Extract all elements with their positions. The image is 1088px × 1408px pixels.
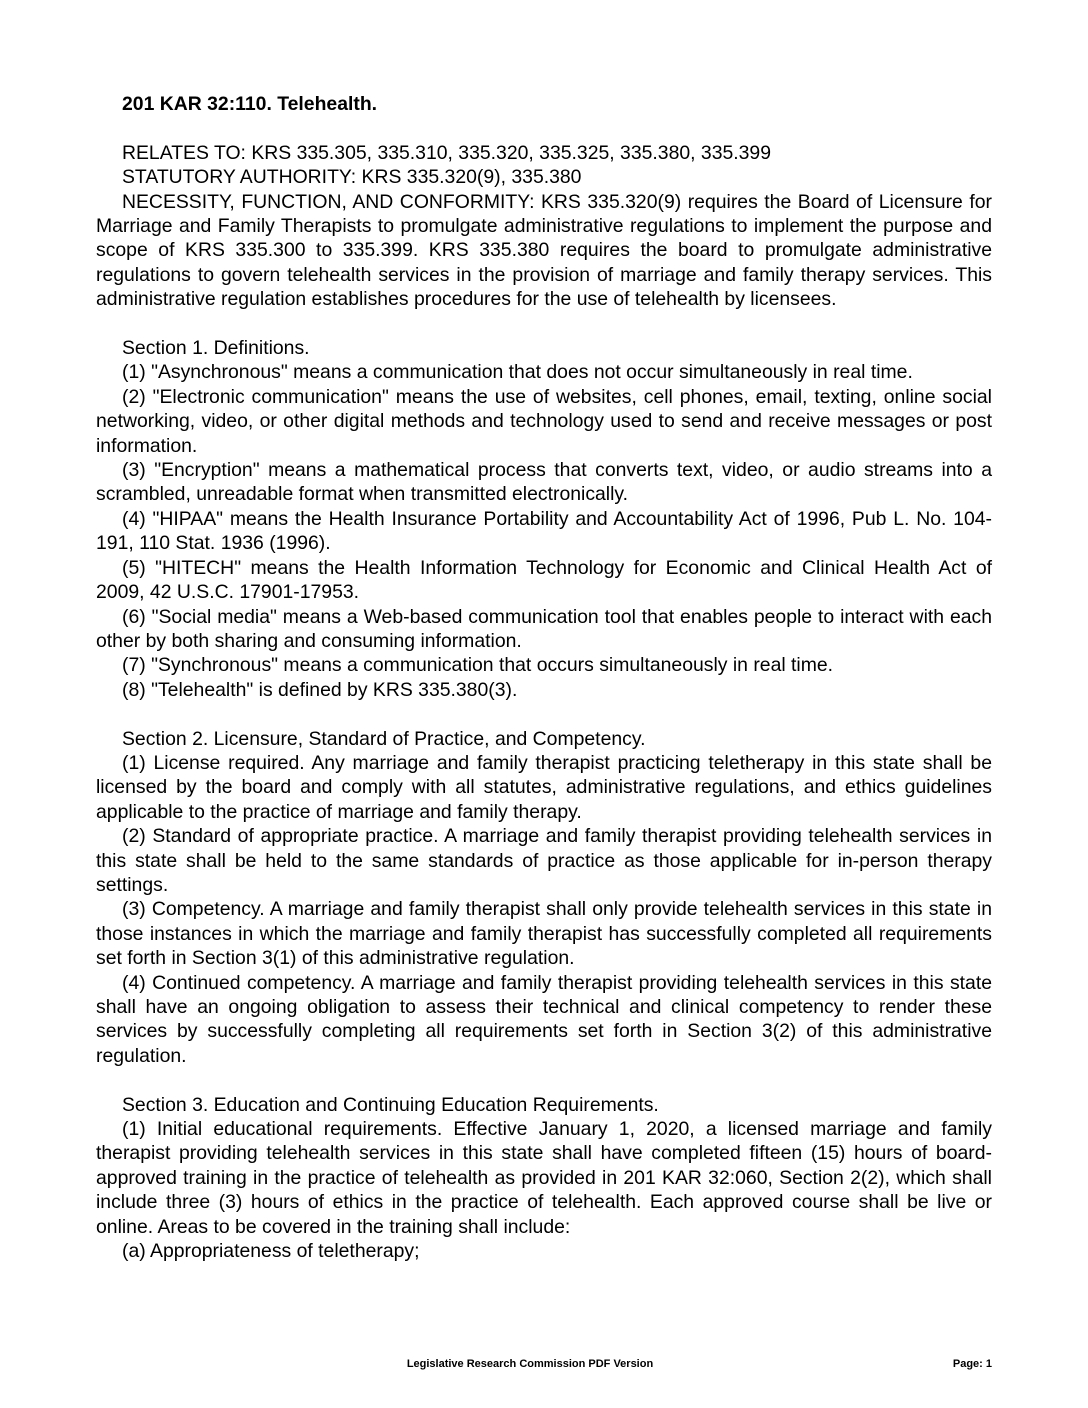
definition-item: (6) "Social media" means a Web-based communication tool that enables people to interact with each other by both sharing and consuming information. <box>96 605 992 652</box>
spacer <box>96 1068 992 1092</box>
footer-source: Legislative Research Commission PDF Version <box>406 1358 654 1370</box>
definition-item: (4) "HIPAA" means the Health Insurance Portability and Accountability Act of 1996, Pub L. No. 104-191, 110 Stat. 1936 (1996). <box>96 507 992 555</box>
section-3-heading: Section 3. Education and Continuing Education Requirements. <box>122 1093 659 1116</box>
spacer <box>96 312 992 336</box>
section-3-item: (1) Initial educational requirements. Effective January 1, 2020, a licensed marriage and family therapist providing telehealth services in this state shall have completed fifteen (15) hours of board-approved training in the practice of telehealth as provided in 201 KAR 32:060, Section 2(2), which shall include three (3) hours of ethics in the practice of telehealth. Each approved course shall be live or online. Areas to be covered in the training shall include: <box>96 1118 992 1238</box>
spacer <box>96 702 992 726</box>
section-1-heading: Section 1. Definitions. <box>122 337 310 360</box>
regulation-title: 201 KAR 32:110. Telehealth. <box>122 93 378 115</box>
section-2-item: (1) License required. Any marriage and family therapist practicing teletherapy in this state shall be licensed by the board and comply with all statutes, administrative regulations, and ethics guidelines applicable to the practice of marriage and family therapy. <box>96 751 992 823</box>
definition-item: (7) "Synchronous" means a communication that occurs simultaneously in real time. <box>122 654 834 677</box>
statutory-authority: STATUTORY AUTHORITY: KRS 335.320(9), 335.380 <box>122 166 582 189</box>
section-2-item: (2) Standard of appropriate practice. A marriage and family therapist providing telehealth services in this state shall be held to the same standards of practice as those applicable for in-person therapy settings. <box>96 825 992 896</box>
section-2-heading: Section 2. Licensure, Standard of Practice, and Competency. <box>122 727 646 750</box>
definition-item: (2) "Electronic communication" means the use of websites, cell phones, email, texting, online social networking, video, or other digital methods and technology used to send and receive messages or post information. <box>96 385 992 457</box>
definition-item: (5) "HITECH" means the Health Information Technology for Economic and Clinical Health Act of 2009, 42 U.S.C. 17901-17953. <box>96 556 992 604</box>
section-2-item: (4) Continued competency. A marriage and family therapist providing telehealth services in this state shall have an ongoing obligation to assess their technical and clinical competency to render these services by successfully completing all requirements set forth in Section 3(2) of this administrative regulation. <box>96 971 992 1067</box>
section-2-item: (3) Competency. A marriage and family therapist shall only provide telehealth services in this state in those instances in which the marriage and family therapist has successfully completed all requirements set forth in Section 3(1) of this administrative regulation. <box>96 898 992 970</box>
page-number: Page: 1 <box>952 1358 992 1370</box>
definition-item: (3) "Encryption" means a mathematical process that converts text, video, or audio streams into a scrambled, unreadable format when transmitted electronically. <box>96 459 992 506</box>
regulation-body <box>96 92 992 1263</box>
definition-item: (8) "Telehealth" is defined by KRS 335.380(3). <box>122 678 518 701</box>
relates-to: RELATES TO: KRS 335.305, 335.310, 335.320, 335.325, 335.380, 335.399 <box>122 141 771 164</box>
definition-item: (1) "Asynchronous" means a communication that does not occur simultaneously in real time. <box>122 361 913 384</box>
section-3-item: (a) Appropriateness of teletherapy; <box>122 1240 420 1263</box>
necessity-paragraph: NECESSITY, FUNCTION, AND CONFORMITY: KRS 335.320(9) requires the Board of Licensure for Marriage and Family Therapists to promulgate administrative regulations to implement the purpose and scope of KRS 335.300 to 335.399. KRS 335.380 requires the board to promulgate administrative regulations to govern telehealth services in the provision of marriage and family therapy services. This administrative regulation establishes procedures for the use of telehealth by licensees. <box>96 190 992 311</box>
